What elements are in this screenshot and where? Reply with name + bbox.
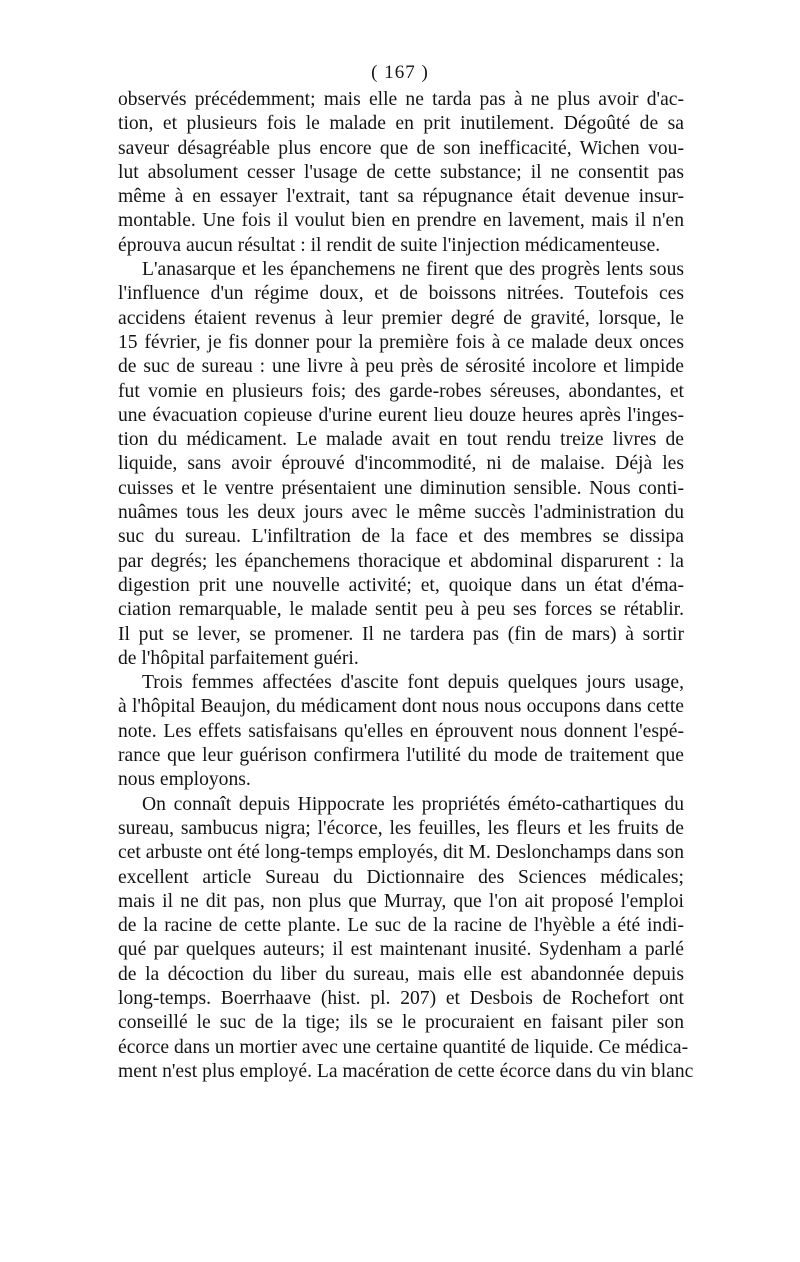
paragraph [118,793,694,1085]
text-line: note. Les effets satisfaisans qu'elles en éprouvent nous donnent l'espé- [118,720,684,742]
text-line: qué par quelques auteurs; il est maintenant inusité. Sydenham a parlé [118,939,684,961]
text-line: 15 février, je fis donner pour la première fois à ce malade deux onces [118,331,684,353]
text-line: de suc de sureau : une livre à peu près de sérosité incolore et limpide [118,356,684,378]
text-line: l'influence d'un régime doux, et de boissons nitrées. Toutefois ces [118,283,684,305]
text-line: nous employons. [118,769,251,791]
text-line: sureau, sambucus nigra; l'écorce, les feuilles, les fleurs et les fruits de [118,817,684,839]
text-line: tion, et plusieurs fois le malade en prit inutilement. Dégoûté de sa [118,113,684,135]
text-line: saveur désagréable plus encore que de son inefficacité, Wichen vou- [118,137,684,159]
text-line: une évacuation copieuse d'urine eurent lieu douze heures après l'inges- [118,404,684,426]
text-line: de l'hôpital parfaitement guéri. [118,647,359,669]
text-line: excellent article Sureau du Dictionnaire des Sciences médicales; [118,866,684,888]
text-line: liquide, sans avoir éprouvé d'incommodité, ni de malaise. Déjà les [118,453,684,475]
paragraph [118,258,684,671]
page-number: ( 167 ) [371,62,429,83]
text-line: rance que leur guérison confirmera l'utilité du mode de traitement que [118,745,684,767]
text-line: lut absolument cesser l'usage de cette substance; il ne consentit pas [118,161,684,183]
text-line: montable. Une fois il voulut bien en prendre en lavement, mais il n'en [118,210,684,232]
text-line: de la racine de cette plante. Le suc de la racine de l'hyèble a été indi- [118,915,684,937]
text-line: Il put se lever, se promener. Il ne tardera pas (fin de mars) à sortir [118,623,684,645]
text-line: On connaît depuis Hippocrate les propriétés éméto-cathartiques du [142,793,684,815]
paragraph [118,88,684,258]
paragraph [118,671,684,792]
text-line: cet arbuste ont été long-temps employés, dit M. Deslonchamps dans son [118,842,684,864]
text-line: Trois femmes affectées d'ascite font depuis quelques jours usage, [142,672,684,694]
text-line: écorce dans un mortier avec une certaine quantité de liquide. Ce médica- [118,1036,689,1058]
body-text [118,88,694,1084]
text-line: mais il ne dit pas, non plus que Murray, que l'on ait proposé l'emploi [118,890,684,912]
text-line: cuisses et le ventre présentaient une diminution sensible. Nous conti- [118,477,684,499]
text-line: à l'hôpital Beaujon, du médicament dont nous nous occupons dans cette [118,696,684,718]
text-line: observés précédemment; mais elle ne tarda pas à ne plus avoir d'ac- [118,89,684,110]
text-line: tion du médicament. Le malade avait en tout rendu treize livres de [118,429,684,451]
text-line: ment n'est plus employé. La macération de cette écorce dans du vin blanc [118,1060,694,1082]
text-line: digestion prit une nouvelle activité; et, quoique dans un état d'éma- [118,574,684,596]
text-line: L'anasarque et les épanchemens ne firent que des progrès lents sous [142,259,684,281]
text-line: suc du sureau. L'infiltration de la face et des membres se dissipa [118,526,684,548]
text-line: long-temps. Boerrhaave (hist. pl. 207) et Desbois de Rochefort ont [118,987,684,1009]
text-line: fut vomie en plusieurs fois; des garde-robes séreuses, abondantes, et [118,380,684,402]
text-line: de la décoction du liber du sureau, mais elle est abandonnée depuis [118,963,684,985]
text-line: par degrés; les épanchemens thoracique et abdominal disparurent : la [118,550,684,572]
text-line: conseillé le suc de la tige; ils se le procuraient en faisant piler son [118,1012,684,1034]
text-line: nuâmes tous les deux jours avec le même succès l'administration du [118,502,684,524]
text-line: éprouva aucun résultat : il rendit de suite l'injection médicamenteuse. [118,234,661,256]
text-line: ciation remarquable, le malade sentit peu à peu ses forces se rétablir. [118,599,684,621]
text-line: accidens étaient revenus à leur premier degré de gravité, lorsque, le [118,307,684,329]
text-line: même à en essayer l'extrait, tant sa répugnance était devenue insur- [118,186,684,208]
